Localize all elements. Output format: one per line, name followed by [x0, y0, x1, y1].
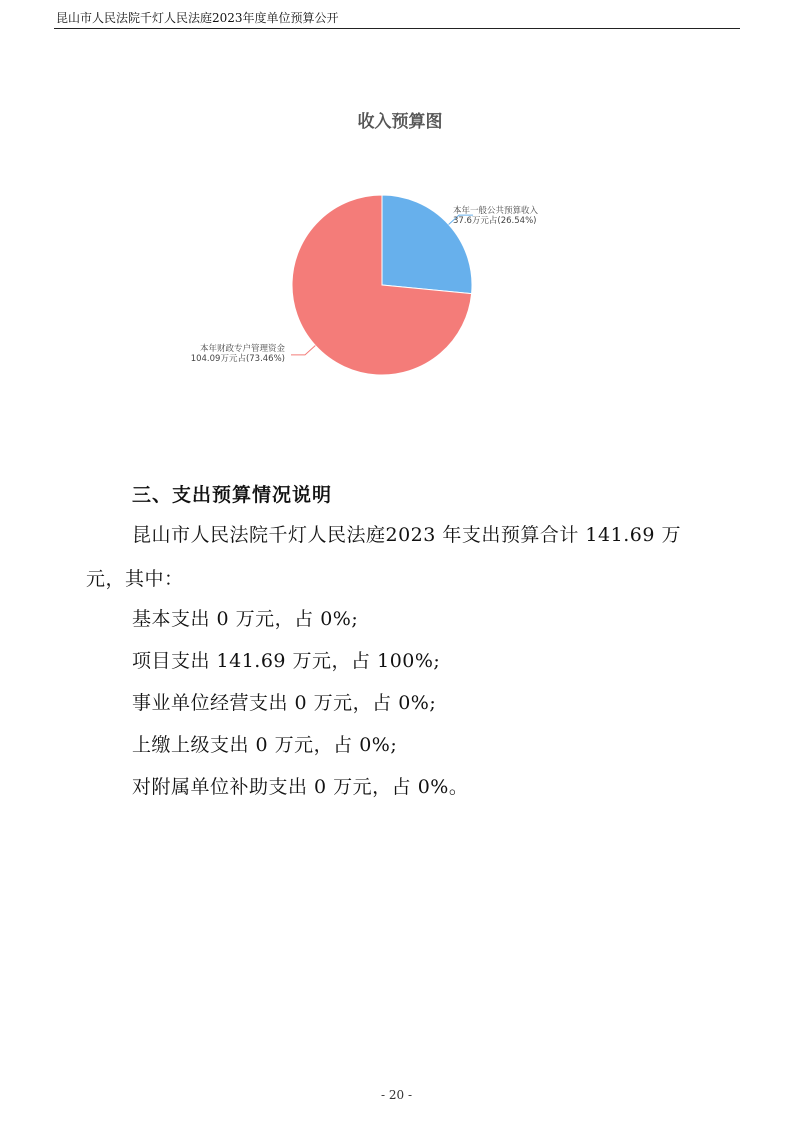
slice-label-general-budget-value: 37.6万元占(26.54%) [453, 216, 537, 226]
expense-item-remit: 上缴上级支出 0 万元，占 0%; [132, 734, 398, 756]
slice-label-special-account-value: 104.09万元占(73.46%) [190, 354, 285, 364]
slice-label-special-account-name: 本年财政专户管理资金 [199, 344, 285, 354]
income-budget-chart [140, 95, 660, 395]
intro-line-2: 元，其中： [86, 568, 184, 590]
expense-item-basic: 基本支出 0 万元，占 0%; [132, 608, 359, 630]
leader-line-special-account [291, 345, 315, 354]
page-number: - 20 - [380, 1088, 412, 1102]
header-rule [54, 28, 740, 29]
section-heading: 三、支出预算情况说明 [132, 484, 333, 506]
chart-title: 收入预算图 [357, 112, 443, 132]
pie-chart-svg [140, 95, 660, 395]
expense-item-business: 事业单位经营支出 0 万元，占 0%; [132, 692, 437, 714]
expense-item-project: 项目支出 141.69 万元，占 100%; [132, 650, 441, 672]
page-header: 昆山市人民法院千灯人民法庭2023年度单位预算公开 [56, 11, 339, 25]
slice-label-general-budget-name: 本年一般公共预算收入 [453, 206, 539, 216]
expense-item-subsidy: 对附属单位补助支出 0 万元，占 0%。 [132, 776, 469, 798]
intro-line-1: 昆山市人民法院千灯人民法庭2023 年支出预算合计 141.69 万 [132, 524, 681, 546]
